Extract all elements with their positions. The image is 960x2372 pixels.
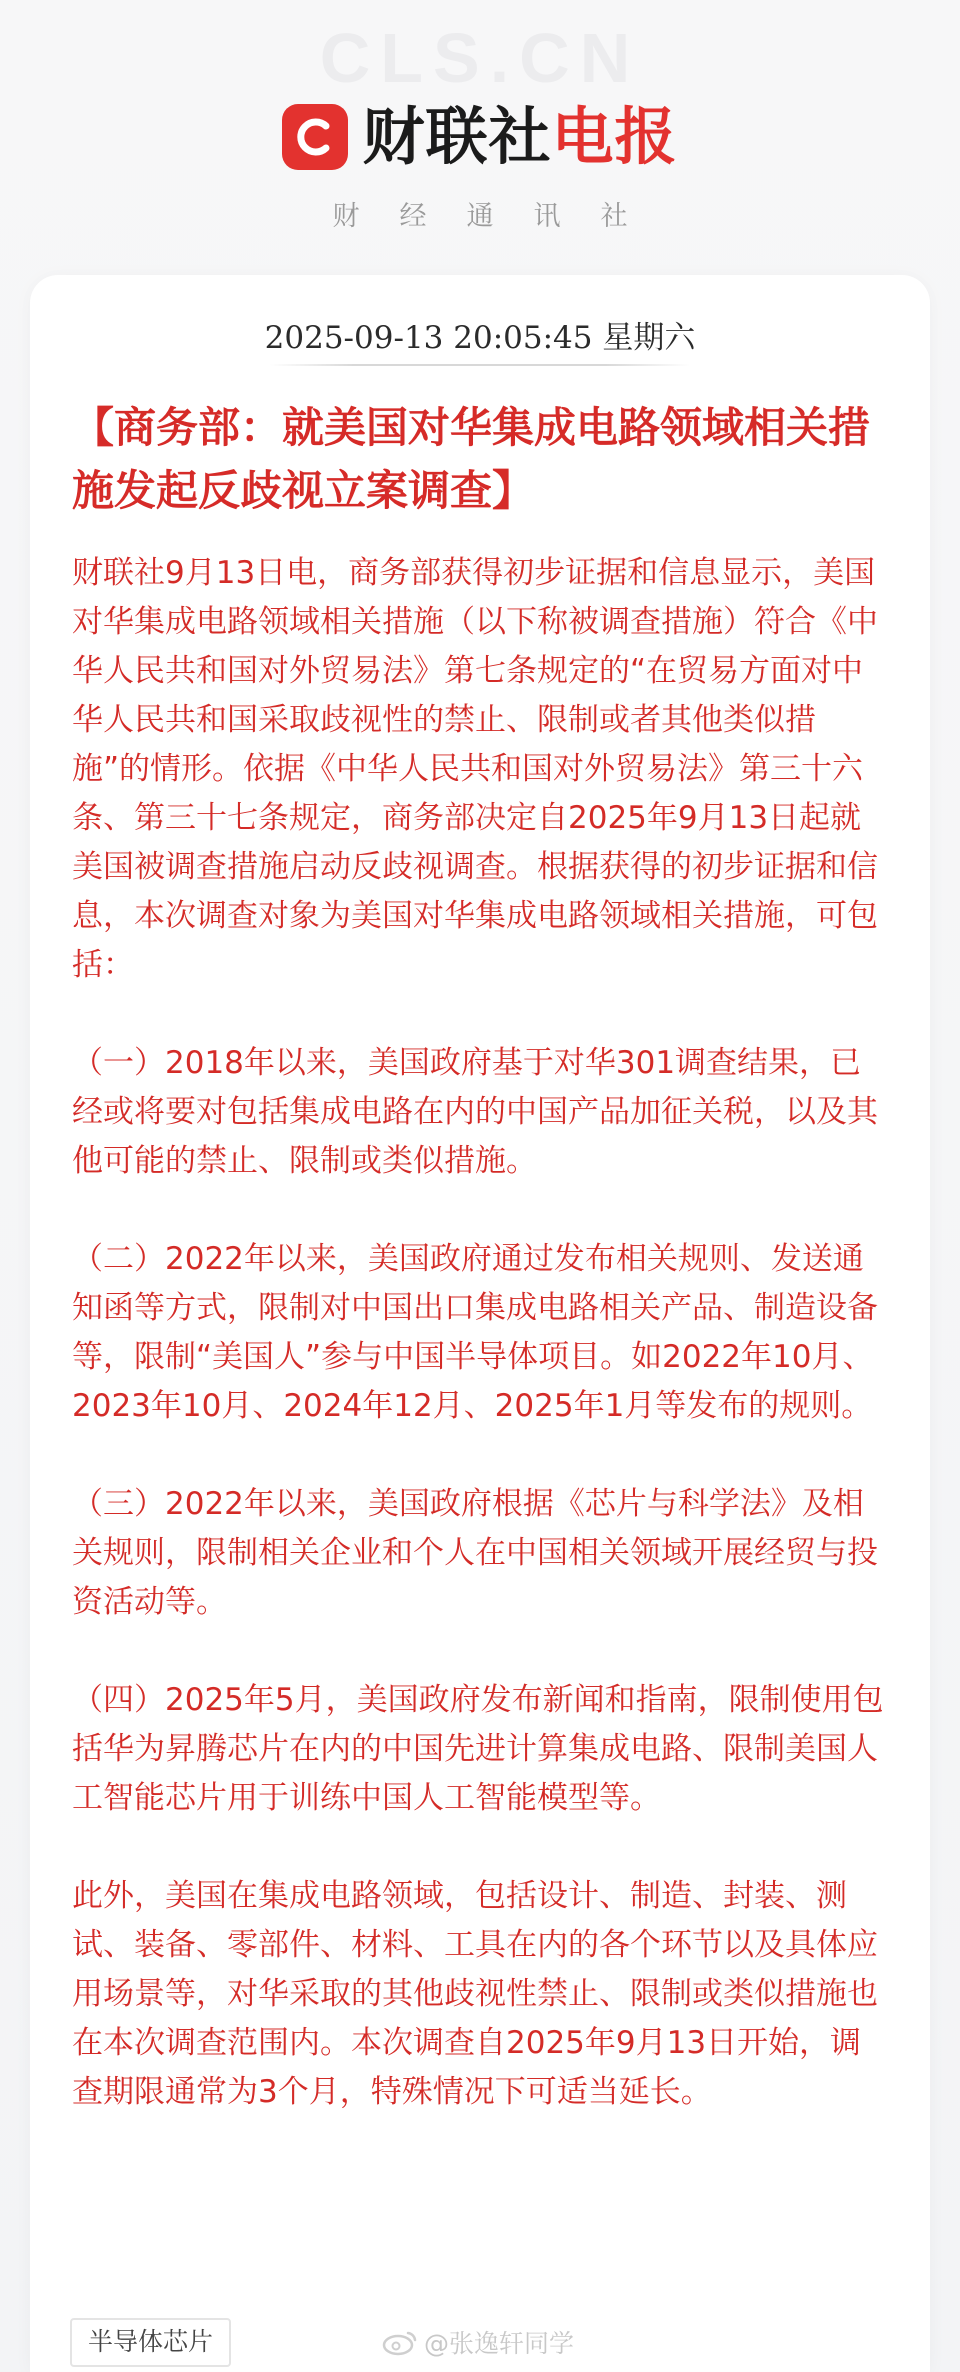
brand-channel: 电报 xyxy=(551,100,678,173)
article-paragraph-item-1: （一）2018年以来，美国政府基于对华301调查结果，已经或将要对包括集成电路在内的中国产品加征关税，以及其他可能的禁止、限制或类似措施。 xyxy=(72,1045,878,1179)
weibo-watermark-text: @张逸轩同学 xyxy=(424,2329,575,2358)
topic-tag[interactable]: 半导体芯片 xyxy=(70,2318,231,2367)
brand-name: 财联社 xyxy=(362,100,552,173)
site-watermark: CLS.CN xyxy=(319,19,641,97)
brand-title xyxy=(362,100,678,173)
article-paragraph-item-2: （二）2022年以来，美国政府通过发布相关规则、发送通知函等方式，限制对中国出口集成电路相关产品、制造设备等，限制“美国人”参与中国半导体项目。如2022年10月、2023年10月、2024年12月、2025年1月等发布的规则。 xyxy=(72,1241,878,1424)
article-headline: 【商务部：就美国对华集成电路领域相关措施发起反歧视立案调查】 xyxy=(72,403,871,515)
article-paragraph-closing: 此外，美国在集成电路领域，包括设计、制造、封装、测试、装备、零部件、材料、工具在内的各个环节以及具体应用场景等，对华采取的其他歧视性禁止、限制或类似措施也在本次调查范围内。本次调查自2025年9月13日开始，调查期限通常为3个月，特殊情况下可适当延长。 xyxy=(72,1878,878,2110)
weibo-watermark xyxy=(380,2324,574,2360)
datetime-divider xyxy=(270,364,690,366)
weibo-icon xyxy=(380,2327,420,2357)
cls-logo-icon xyxy=(282,104,348,170)
article-body xyxy=(72,549,892,2166)
article-paragraph-item-4: （四）2025年5月，美国政府发布新闻和指南，限制使用包括华为昇腾芯片在内的中国先进计算集成电路、限制美国人工智能芯片用于训练中国人工智能模型等。 xyxy=(72,1682,884,1816)
tagline: 财经通讯社 xyxy=(332,201,668,232)
article-paragraph-item-3: （三）2022年以来，美国政府根据《芯片与科学法》及相关规则，限制相关企业和个人在中国相关领域开展经贸与投资活动等。 xyxy=(72,1486,878,1620)
article-paragraph-intro: 财联社9月13日电，商务部获得初步证据和信息显示，美国对华集成电路领域相关措施（以下称被调查措施）符合《中华人民共和国对外贸易法》第七条规定的“在贸易方面对中华人民共和国采取歧视性的禁止、限制或者其他类似措施”的情形。依据《中华人民共和国对外贸易法》第三十六条、第三十七条规定，商务部决定自2025年9月13日起就美国被调查措施启动反歧视调查。根据获得的初步证据和信息，本次调查对象为美国对华集成电路领域相关措施，可包括： xyxy=(72,555,878,983)
masthead xyxy=(0,100,960,173)
article-datetime: 2025-09-13 20:05:45 星期六 xyxy=(264,320,696,356)
